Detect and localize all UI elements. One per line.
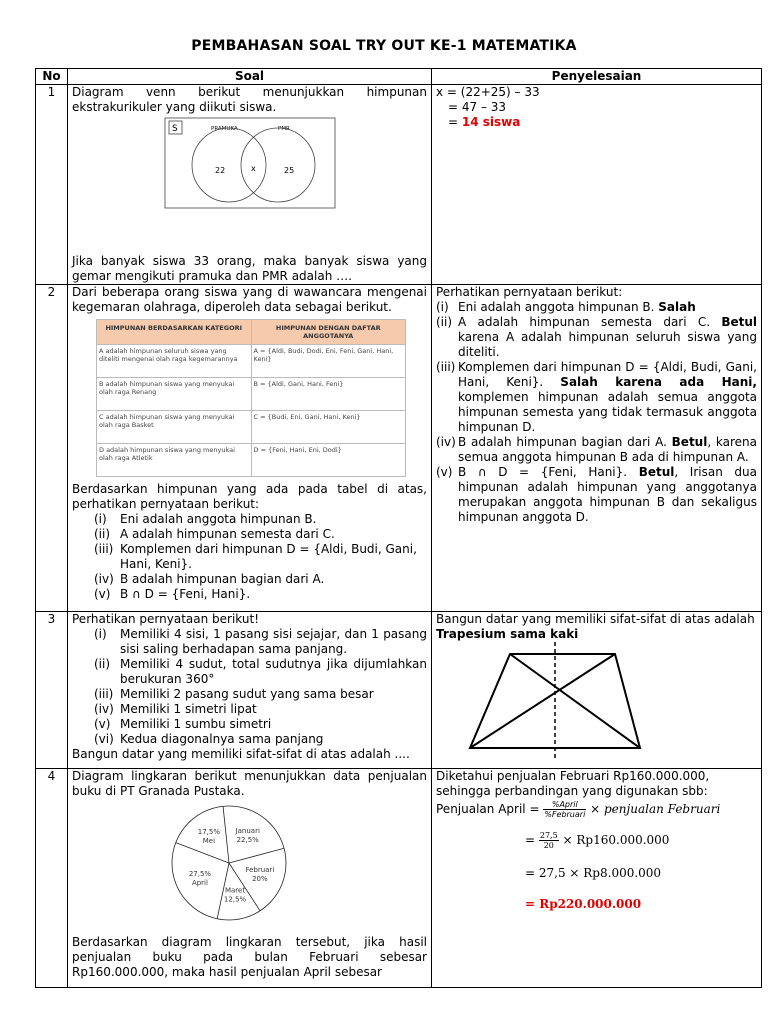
venn-middle-value: x [251, 164, 256, 173]
row-number: 1 [36, 85, 68, 285]
venn-universe-label: S [172, 124, 178, 134]
question-cell [68, 612, 432, 769]
statement-text: Memiliki 2 pasang sudut yang sama besar [120, 687, 374, 701]
answer-item [436, 360, 757, 435]
formula-label: Penjualan April = [436, 802, 544, 816]
statement-item [94, 542, 427, 572]
statement-text: Kedua diagonalnya sama panjang [120, 732, 324, 746]
answer-item [436, 300, 757, 315]
header-no: No [36, 69, 68, 85]
statement-item [94, 572, 427, 587]
fraction [543, 800, 586, 819]
answer-verdict: Betul [671, 435, 708, 449]
row-number: 2 [36, 285, 68, 612]
statement-item [94, 512, 427, 527]
question-cell [68, 285, 432, 612]
question-intro: Dari beberapa orang siswa yang di wawancara mengenai kegemaran olahraga, diperoleh data sebagai berikut. [72, 285, 427, 314]
statement-text: B adalah himpunan bagian dari A. [120, 572, 325, 586]
venn-left-label: PRAMUKA [211, 126, 238, 132]
pie-label-top: Januari [235, 826, 260, 835]
question-text: Jika banyak siswa 33 orang, maka banyak siswa yang gemar mengikuti pramuka dan PMR adalah …. [72, 254, 427, 283]
statement-text: Memiliki 1 sumbu simetri [120, 717, 272, 731]
statement-number: (iv) [94, 702, 114, 716]
row-number: 3 [36, 612, 68, 769]
row-number: 4 [36, 769, 68, 988]
question-cell [68, 85, 432, 285]
answer-statement: B ∩ D = {Feni, Hani}. [458, 465, 639, 479]
question-intro: Diagram venn berikut menunjukkan himpunan ekstrakurikuler yang diikuti siswa. [72, 85, 427, 114]
set-table-header-category: HIMPUNAN BERDASARKAN KATEGORI [97, 320, 252, 345]
set-table-members: A = {Aldi, Budi, Dodi, Eni, Feni, Gani, Hani, Keni} [251, 345, 406, 378]
answer-reason: , Irisan dua himpunan adalah himpunan yang anggotanya merupakan anggota himpunan B dan sekaligus himpunan anggota D. [458, 465, 757, 524]
pie-label-bottom: April [191, 878, 208, 887]
statement-number: (ii) [94, 657, 111, 671]
set-table-members: D = {Feni, Hani, Eni, Dodi} [251, 444, 406, 477]
answer-formula [436, 800, 757, 819]
question-intro: Diagram lingkaran berikut menunjukkan data penjualan buku di PT Granada Pustaka. [72, 769, 427, 798]
discussion-table [35, 68, 762, 988]
question-intro: Perhatikan pernyataan berikut! [72, 612, 260, 626]
set-table-row [97, 411, 406, 444]
answer-cell [432, 769, 762, 988]
answer-text [436, 612, 757, 642]
statement-number: (ii) [94, 527, 111, 541]
pie-label-top: 17,5% [197, 827, 220, 836]
statement-item [94, 657, 427, 687]
pie-label-bottom: 20% [252, 874, 268, 883]
fraction-denominator: %Februari [544, 810, 586, 819]
set-table [96, 319, 406, 477]
set-table-category: A adalah himpunan seluruh siswa yang diteliti mengenai olah raga kegemarannya [97, 345, 252, 378]
statement-number: (v) [94, 587, 111, 601]
answer-item [436, 465, 757, 525]
venn-right-value: 25 [284, 166, 295, 175]
statement-text: A adalah himpunan semesta dari C. [120, 527, 335, 541]
question-text: Berdasarkan diagram lingkaran tersebut, jika hasil penjualan buku pada bulan Februari sebesar Rp160.000.000, maka hasil penjualan April sebesar [72, 935, 427, 979]
statement-item [94, 732, 427, 747]
statement-number: (i) [94, 512, 107, 526]
fraction [539, 831, 559, 850]
answer-step: = $\frac{27,5}{20}$ × Rp160.000.000 [525, 831, 670, 850]
statement-number: (i) [94, 627, 107, 641]
answer-verdict: Betul [721, 315, 757, 329]
answer-verdict: Salah [658, 300, 696, 314]
trapezoid-figure [466, 642, 656, 760]
question-text: Berdasarkan himpunan yang ada pada tabel di atas, perhatikan pernyataan berikut: [72, 482, 427, 511]
statement-text: Memiliki 4 sudut, total sudutnya jika dijumlahkan berukuran 360° [120, 657, 427, 686]
set-table-category: B adalah himpunan siswa yang menyukai olah raga Renang [97, 378, 252, 411]
fraction-denominator: 20 [543, 841, 554, 850]
pie-slice-boundary [229, 848, 284, 863]
statement-text: Memiliki 1 simetri lipat [120, 702, 257, 716]
answer-intro: Diketahui penjualan Februari Rp160.000.000, sehingga perbandingan yang digunakan sbb: [436, 769, 710, 798]
set-table-row [97, 444, 406, 477]
table-row [36, 85, 762, 285]
answer-lead: Bangun datar yang memiliki sifat-sifat di atas adalah [436, 612, 755, 626]
pie-slice-boundary [223, 806, 229, 863]
statement-text: Memiliki 4 sisi, 1 pasang sisi sejajar, dan 1 pasang sisi saling berhadapan sama panjang. [120, 627, 427, 656]
answer-number: (v) [436, 465, 453, 479]
answer-verdict: Betul [638, 465, 675, 479]
header-penyelesaian: Penyelesaian [432, 69, 762, 85]
table-row [36, 285, 762, 612]
answer-line: x = (22+25) – 33 [436, 85, 540, 99]
pie-label-top: Februari [245, 865, 275, 874]
answer-statement: Eni adalah anggota himpunan B. [458, 300, 659, 314]
set-table-row [97, 345, 406, 378]
set-table-category: D adalah himpunan siswa yang menyukai olah raga Atletik [97, 444, 252, 477]
answer-cell [432, 285, 762, 612]
answer-step: = 27,5 × Rp8.000.000 [525, 866, 662, 880]
answer-number: (iv) [436, 435, 456, 449]
answer-result: Trapesium sama kaki [436, 627, 579, 641]
statement-number: (iv) [94, 572, 114, 586]
answer-statement: Komplemen dari himpunan D = {Aldi, Budi, Gani, Hani, Keni}. [458, 360, 757, 389]
answer-cell [432, 612, 762, 769]
statement-item [94, 687, 427, 702]
statement-item [94, 702, 427, 717]
statement-text: Eni adalah anggota himpunan B. [120, 512, 317, 526]
answer-line: = 47 – 33 [448, 100, 507, 114]
set-table-header-members: HIMPUNAN DENGAN DAFTAR ANGGOTANYA [251, 320, 406, 345]
statement-number: (iii) [94, 542, 114, 556]
answer-reason: , karena semua anggota himpunan B ada di himpunan A. [458, 435, 758, 464]
venn-diagram [165, 118, 335, 208]
statement-number: (iii) [94, 687, 114, 701]
statement-text: Komplemen dari himpunan D = {Aldi, Budi, Gani, Hani, Keni}. [120, 542, 417, 571]
statement-item [94, 717, 427, 732]
answer-reason: komplemen himpunan adalah semua anggota himpunan semesta yang tidak termasuk anggota himpunan D. [458, 390, 757, 434]
pie-label-bottom: 12,5% [223, 895, 247, 904]
pie-slice-boundary [176, 843, 229, 863]
answer-statement: A adalah himpunan semesta dari C. [458, 315, 722, 329]
formula-rest: × penjualan Februari [590, 802, 721, 816]
venn-right-label: PMR [278, 126, 290, 132]
question-cell [68, 769, 432, 988]
answer-equals: = [448, 115, 462, 129]
answer-list [436, 300, 757, 525]
question-text: Bangun datar yang memiliki sifat-sifat di atas adalah .... [72, 747, 410, 761]
table-row [36, 612, 762, 769]
answer-result: 14 siswa [461, 115, 521, 129]
answer-item [436, 315, 757, 360]
table-row [36, 769, 762, 988]
fraction-numerator: 27,5 [539, 831, 558, 840]
set-table-header [97, 320, 406, 345]
set-table-members: C = {Budi, Eni, Gani, Hani, Keni} [251, 411, 406, 444]
pie-label-bottom: Mei [202, 836, 216, 845]
answer-result: = Rp220.000.000 [525, 897, 642, 911]
answer-reason: karena A adalah himpunan seluruh siswa yang diteliti. [458, 330, 757, 359]
answer-intro: Perhatikan pernyataan berikut: [436, 285, 623, 299]
statement-number: (v) [94, 717, 111, 731]
header-soal: Soal [68, 69, 432, 85]
answer-number: (iii) [436, 360, 456, 374]
statement-list [72, 627, 427, 747]
pie-label-top: Maret [224, 886, 246, 895]
answer-statement: B adalah himpunan bagian dari A. [458, 435, 672, 449]
set-table-members: B = {Aldi, Gani, Hani, Feni} [251, 378, 406, 411]
answer-number: (i) [436, 300, 449, 314]
statement-item [94, 627, 427, 657]
page-title: PEMBAHASAN SOAL TRY OUT KE-1 MATEMATIKA [191, 38, 577, 54]
statement-item [94, 587, 427, 602]
step-rest: × Rp160.000.000 [562, 833, 670, 847]
statement-number: (vi) [94, 732, 114, 746]
statement-item [94, 527, 427, 542]
set-table-category: C adalah himpunan siswa yang menyukai olah raga Basket [97, 411, 252, 444]
table-header-row [36, 69, 762, 85]
pie-label-bottom: 22,5% [236, 835, 259, 844]
fraction-numerator: %April [543, 800, 586, 810]
answer-cell [432, 85, 762, 285]
set-table-row [97, 378, 406, 411]
pie-chart [159, 801, 299, 925]
answer-number: (ii) [436, 315, 453, 329]
venn-left-value: 22 [215, 166, 226, 175]
pie-label-top: 27,5% [188, 869, 212, 878]
statement-list [72, 512, 427, 602]
answer-line [436, 115, 757, 130]
answer-verdict: Salah karena ada Hani, [560, 375, 757, 389]
statement-text: B ∩ D = {Feni, Hani}. [120, 587, 251, 601]
answer-item [436, 435, 757, 465]
